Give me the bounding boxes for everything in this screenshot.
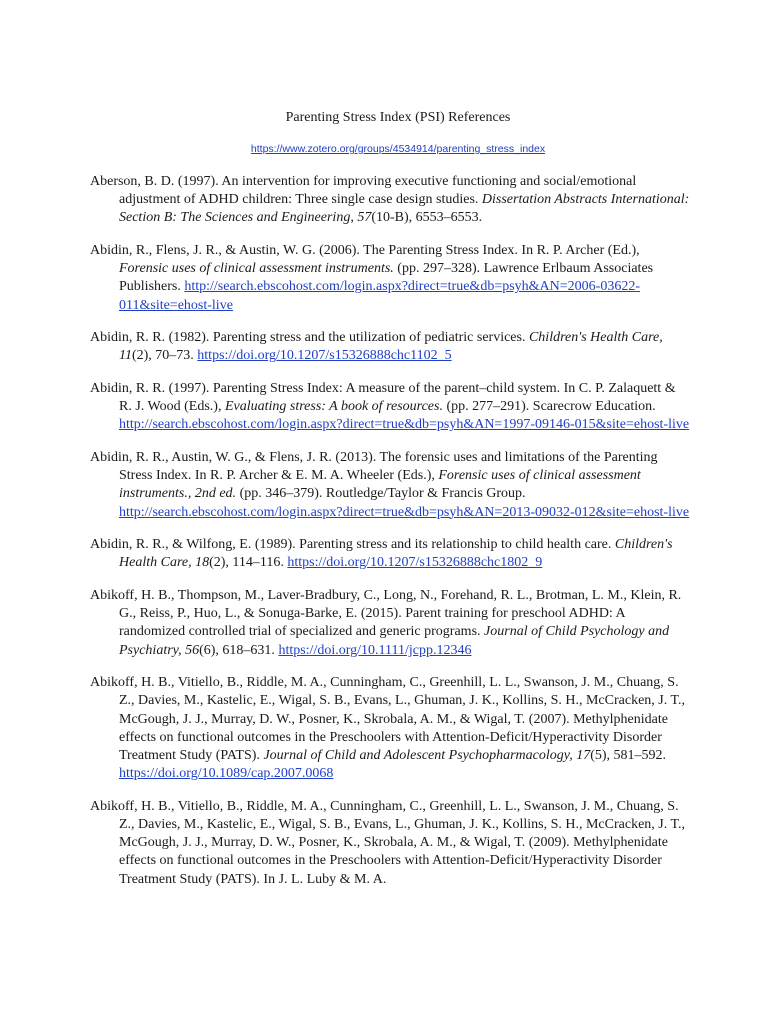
reference-text: Abidin, R. R., Austin, W. G., & Flens, J. R. (2013). The forensic uses and limitations of the Parenting Stress Index. In R. P. Archer & E. M. A. Wheeler (Eds.), (90, 450, 658, 484)
reference-link[interactable]: https://doi.org/10.1089/cap.2007.0068 (119, 766, 334, 782)
document-title: Parenting Stress Index (PSI) References (285, 110, 511, 125)
reference-source: Children's Health Care, 18 (119, 537, 673, 571)
reference-entry (90, 674, 690, 783)
reference-source: Dissertation Abstracts International: Section B: The Sciences and Engineering, 57 (119, 192, 690, 226)
reference-text: Abidin, R. R. (1982). Parenting stress and the utilization of pediatric services. (90, 330, 529, 346)
reference-entry (90, 242, 690, 315)
reference-link[interactable]: https://doi.org/10.1207/s15326888chc1802_9 (287, 555, 543, 571)
reference-details: (10-B), 6553–6553. (371, 210, 483, 226)
reference-source: Journal of Child and Adolescent Psychopharmacology, 17 (263, 748, 591, 764)
reference-entry (90, 798, 690, 889)
reference-entry (90, 587, 690, 660)
reference-text: Abidin, R. R. (1997). Parenting Stress Index: A measure of the parent–child system. In C. P. Zalaquett & R. J. Wood (Eds.), (90, 381, 676, 415)
reference-details: (2), 114–116. (209, 555, 288, 571)
reference-details: (6), 618–631. (199, 642, 279, 658)
zotero-group-link[interactable]: https://www.zotero.org/groups/4534914/parenting_stress_index (250, 143, 546, 155)
reference-link[interactable]: https://doi.org/10.1207/s15326888chc1102_5 (197, 348, 452, 364)
reference-source: Journal of Child Psychology and Psychiatry, 56 (119, 624, 670, 658)
reference-text: Abikoff, H. B., Vitiello, B., Riddle, M. A., Cunningham, C., Greenhill, L. L., Swanson, J. M., Chuang, S. Z., Davies, M., Kastelic, E., Wigal, S. B., Evans, L., Ghuman, J. K., Kollins, S. H., McCracken, J. T., McGough, J. J., Murray, D. W., Posner, K., Skrobala, A. M., & Wigal, T. (2009). Methylphenidate effects on functional outcomes in the Preschoolers with Attention-Deficit/Hyperactivity Disorder Treatment Study (PATS). In J. L. Luby & M. A. (90, 798, 685, 887)
document-link-line (0, 141, 768, 157)
reference-source: Forensic uses of clinical assessment instruments., 2nd ed. (119, 468, 641, 502)
reference-source: Forensic uses of clinical assessment instruments. (119, 261, 394, 277)
reference-text: Abikoff, H. B., Vitiello, B., Riddle, M. A., Cunningham, C., Greenhill, L. L., Swanson, J. M., Chuang, S. Z., Davies, M., Kastelic, E., Wigal, S. B., Evans, L., Ghuman, J. K., Kollins, S. H., McCracken, J. T., McGough, J. J., Murray, D. W., Posner, K., Skrobala, A. M., & Wigal, T. (2007). Methylphenidate effects on functional outcomes in the Preschoolers with Attention-Deficit/Hyperactivity Disorder Treatment Study (PATS). (90, 675, 685, 764)
reference-text: Abidin, R., Flens, J. R., & Austin, W. G. (2006). The Parenting Stress Index. In R. P. Archer (Ed.), (90, 243, 640, 258)
reference-entry (90, 329, 690, 365)
reference-details: (pp. 346–379). Routledge/Taylor & Francis Group. (236, 486, 526, 502)
reference-entry (90, 449, 690, 522)
reference-text: Abikoff, H. B., Thompson, M., Laver-Bradbury, C., Long, N., Forehand, R. L., Brotman, L. M., Klein, R. G., Reiss, P., Huo, L., & Sonuga-Barke, E. (2015). Parent training for preschool ADHD: A randomized controlled trial of specialized and generic programs. (90, 588, 682, 640)
reference-details: (5), 581–592. (590, 748, 667, 764)
reference-link[interactable]: https://doi.org/10.1111/jcpp.12346 (278, 642, 472, 658)
reference-details: (pp. 277–291). Scarecrow Education. (442, 399, 656, 415)
reference-source: Evaluating stress: A book of resources. (224, 399, 443, 415)
reference-entry (90, 380, 690, 435)
reference-list (90, 173, 690, 903)
reference-source: Children's Health Care, 11 (119, 330, 663, 364)
reference-details: (pp. 297–328). Lawrence Erlbaum Associates Publishers. (119, 261, 654, 295)
reference-link[interactable]: http://search.ebscohost.com/login.aspx?direct=true&db=psyh&AN=2006-03622-011&site=ehost-live (119, 279, 640, 313)
reference-text: Aberson, B. D. (1997). An intervention for improving executive functioning and social/emotional adjustment of ADHD children: Three single case design studies. (90, 174, 637, 208)
reference-link[interactable]: http://search.ebscohost.com/login.aspx?direct=true&db=psyh&AN=2013-09032-012&site=ehost-live (119, 504, 690, 520)
reference-entry (90, 173, 690, 228)
reference-details: (2), 70–73. (131, 348, 198, 364)
reference-link[interactable]: http://search.ebscohost.com/login.aspx?direct=true&db=psyh&AN=1997-09146-015&site=ehost-live (119, 417, 690, 433)
reference-entry (90, 536, 690, 572)
reference-text: Abidin, R. R., & Wilfong, E. (1989). Parenting stress and its relationship to child health care. (90, 537, 615, 553)
